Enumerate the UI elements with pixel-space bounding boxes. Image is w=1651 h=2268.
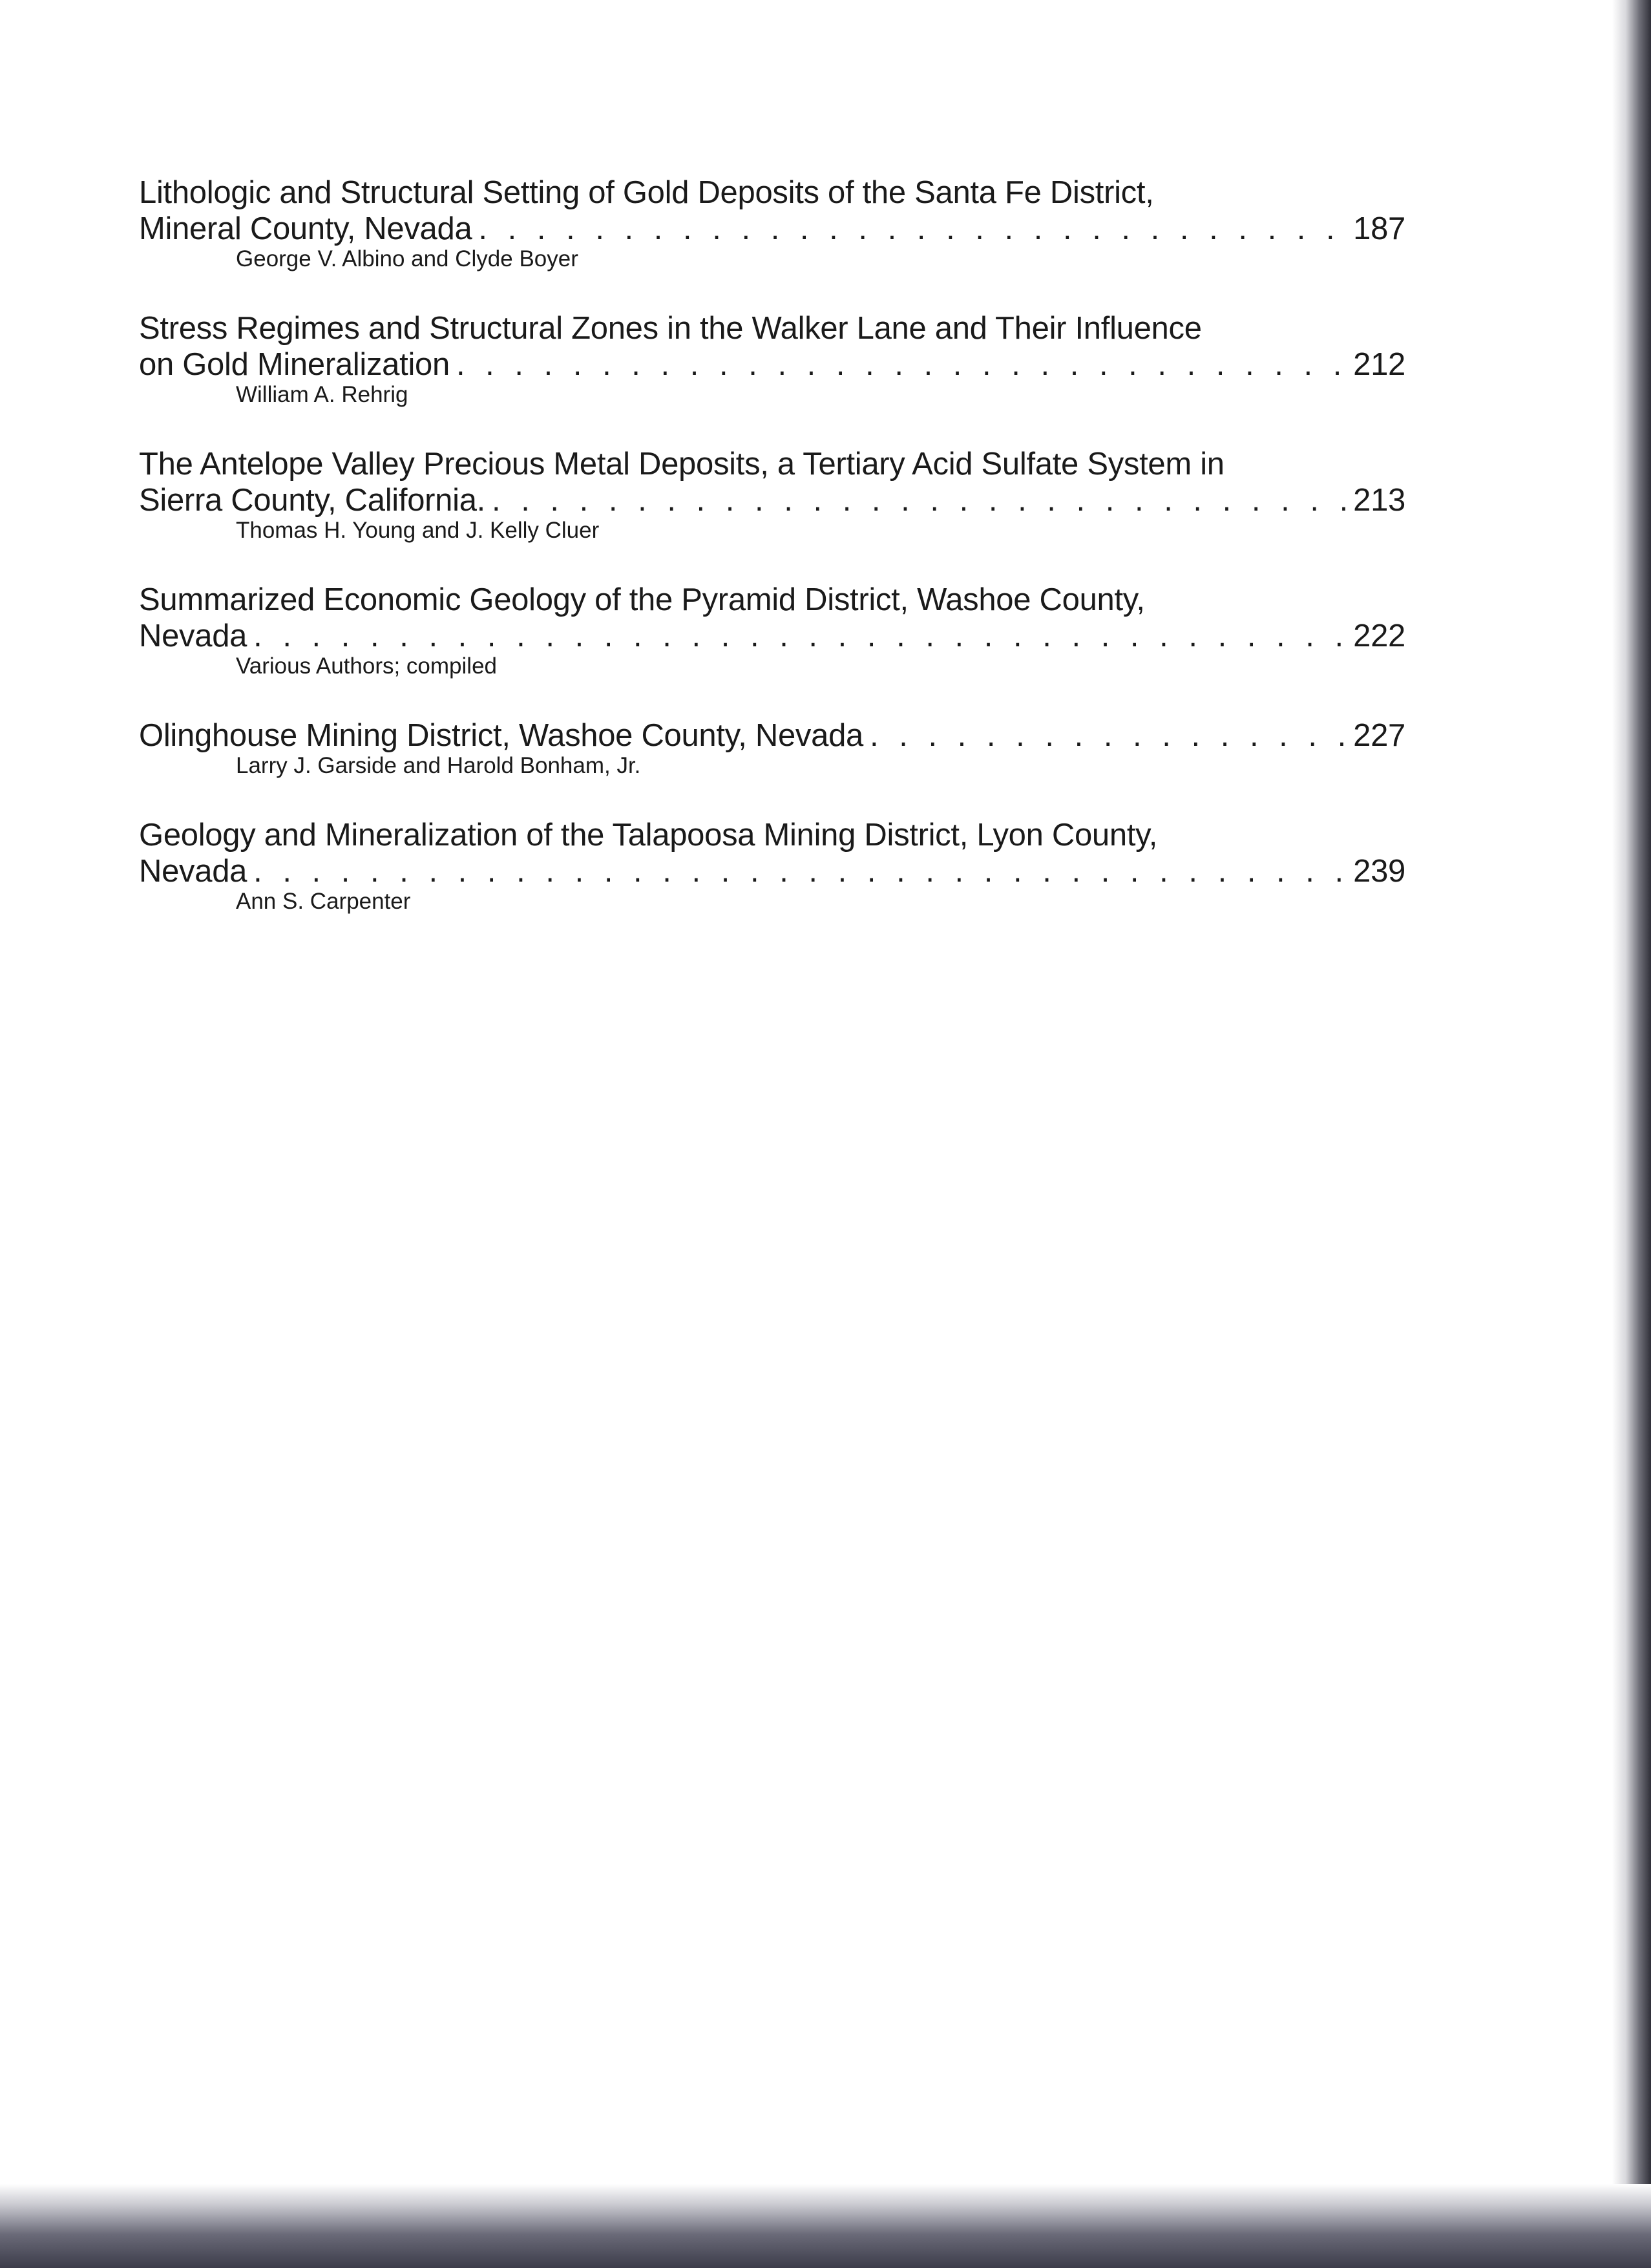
dot-leader [478,211,1347,247]
toc-entry [139,446,1405,544]
entry-leader-line [139,717,1405,754]
entry-title-line-2: Nevada [139,619,247,653]
entry-title-line-1: The Antelope Valley Precious Metal Deposits, a Tertiary Acid Sulfate System in [139,447,1225,482]
dot-leader [253,853,1347,889]
dot-leader [492,482,1347,518]
entry-authors: Thomas H. Young and J. Kelly Cluer [236,518,600,543]
scanner-edge-shadow-right [1612,0,1651,2268]
entry-authors: Various Authors; compiled [236,653,498,679]
entry-title-line-1: Lithologic and Structural Setting of Gold Deposits of the Santa Fe District, [139,175,1154,210]
table-of-contents [139,175,1405,953]
entry-authors: George V. Albino and Clyde Boyer [236,246,578,271]
entry-title-line-2: Mineral County, Nevada [139,211,472,246]
entry-leader-line [139,346,1405,383]
dot-leader [253,618,1347,654]
toc-entry [139,817,1405,915]
entry-title-line-2: Nevada [139,854,247,889]
entry-title-line-2: Olinghouse Mining District, Washoe County, Nevada [139,718,863,753]
entry-authors: Ann S. Carpenter [236,889,411,914]
dot-leader [456,346,1347,383]
entry-leader-line [139,482,1405,518]
page-number: 227 [1353,718,1405,753]
page-number: 222 [1353,619,1405,653]
toc-entry [139,582,1405,680]
toc-entry [139,175,1405,273]
scanner-edge-shadow-bottom [0,2184,1651,2268]
entry-authors: William A. Rehrig [236,382,408,407]
entry-title-line-1: Summarized Economic Geology of the Pyramid District, Washoe County, [139,582,1145,617]
entry-authors: Larry J. Garside and Harold Bonham, Jr. [236,753,641,778]
entry-title-line-2: Sierra County, California. [139,483,485,518]
entry-title-line-1: Geology and Mineralization of the Talapoosa Mining District, Lyon County, [139,818,1158,853]
page-number: 187 [1353,211,1405,246]
toc-entry [139,717,1405,779]
entry-title-line-1: Stress Regimes and Structural Zones in the Walker Lane and Their Influence [139,311,1202,346]
entry-leader-line [139,211,1405,247]
page-number: 213 [1353,483,1405,518]
entry-title-line-2: on Gold Mineralization [139,347,450,382]
page-number: 212 [1353,347,1405,382]
entry-leader-line [139,853,1405,889]
entry-leader-line [139,618,1405,654]
dot-leader [870,717,1347,754]
page-number: 239 [1353,854,1405,889]
toc-entry [139,310,1405,408]
